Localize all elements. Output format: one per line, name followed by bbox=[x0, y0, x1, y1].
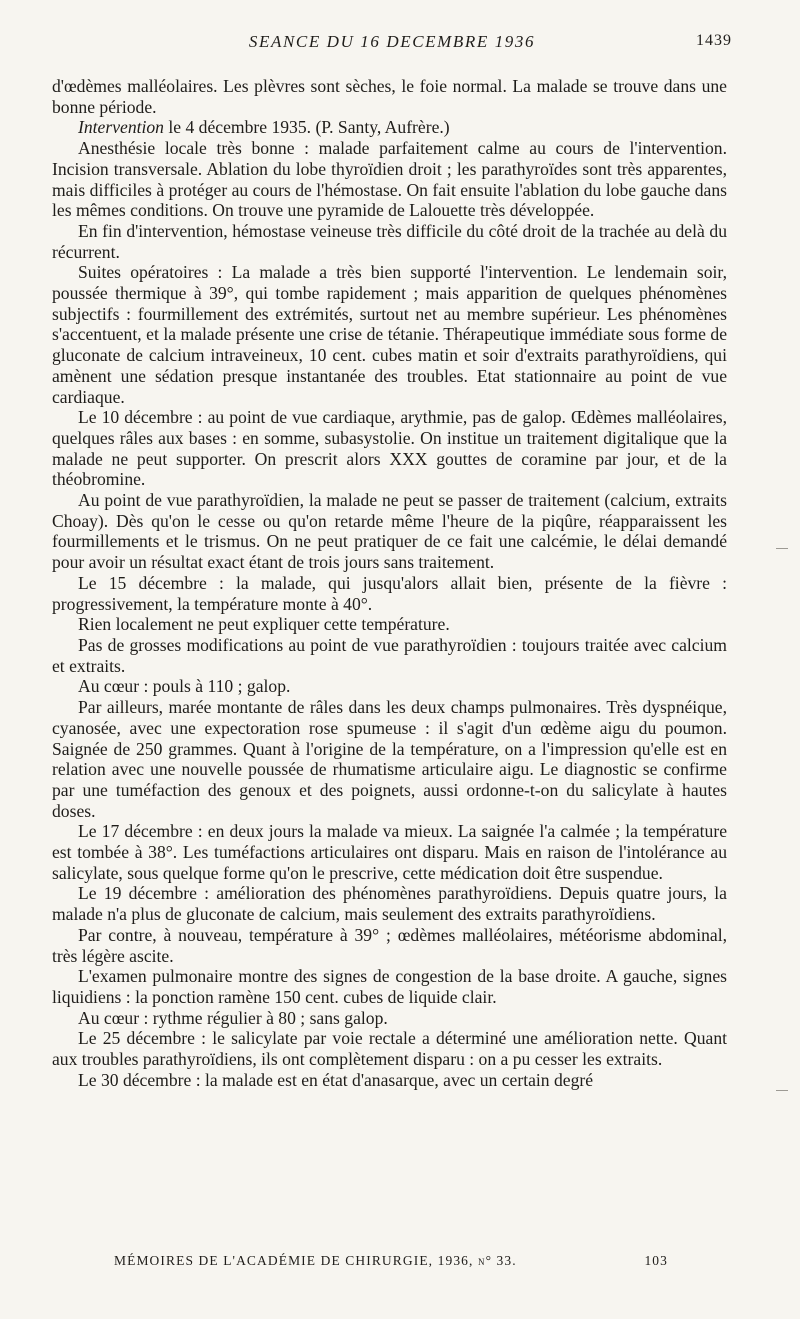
paragraph: Anesthésie locale très bonne : malade parfaitement calme au cours de l'intervention. Incision transversale. Ablation du lobe thyroïdien droit ; les parathyroïdes sont très apparentes, mais difficiles à protéger au cours de l'hémostase. On fait ensuite l'ablation du lobe gauche dans les mêmes conditions. On trouve une pyramide de Lalouette très développée. bbox=[52, 138, 727, 221]
paragraph: Rien localement ne peut expliquer cette température. bbox=[78, 614, 450, 635]
intervention-label: Intervention bbox=[78, 117, 164, 138]
journal-reference: MÉMOIRES DE L'ACADÉMIE DE CHIRURGIE, 1936, n° 33. bbox=[114, 1253, 517, 1268]
running-title: SEANCE DU 16 DECEMBRE 1936 bbox=[248, 32, 536, 51]
margin-tick bbox=[776, 548, 788, 549]
signature-number: 103 bbox=[644, 1253, 668, 1268]
paragraph: Le 19 décembre : amélioration des phénomènes parathyroïdiens. Depuis quatre jours, la malade n'a plus de gluconate de calcium, mais seulement des extraits parathyroïdiens. bbox=[52, 883, 727, 925]
paragraph: Le 30 décembre : la malade est en état d'anasarque, avec un certain degré bbox=[78, 1069, 594, 1090]
body-text bbox=[52, 76, 727, 1090]
margin-tick bbox=[776, 1090, 788, 1091]
page-number: 1439 bbox=[696, 32, 732, 49]
paragraph: Le 10 décembre : au point de vue cardiaque, arythmie, pas de galop. Œdèmes malléolaires, quelques râles aux bases : en somme, subasystolie. On institue un traitement digitalique que la malade ne peut supporter. On prescrit alors XXX gouttes de coramine par jour, et de la théobromine. bbox=[52, 407, 727, 490]
paragraph: Le 25 décembre : le salicylate par voie rectale a déterminé une amélioration nette. Quant aux troubles parathyroïdiens, ils ont complètement disparu : on a pu cesser les extraits. bbox=[52, 1028, 727, 1070]
paragraph: Suites opératoires : La malade a très bien supporté l'intervention. Le lendemain soir, poussée thermique à 39°, qui tombe rapidement ; mais apparition de quelques phénomènes subjectifs : fourmillement des extrémités, surtout net au membre supérieur. Les phénomènes s'accentuent, et la malade présente une crise de tétanie. Thérapeutique immédiate sous forme de gluconate de calcium intraveineux, 10 cent. cubes matin et soir d'extraits parathyroïdiens, qui amènent une sédation presque instantanée des troubles. Etat stationnaire au point de vue cardiaque. bbox=[52, 262, 727, 407]
paragraph: d'œdèmes malléolaires. Les plèvres sont sèches, le foie normal. La malade se trouve dans une bonne période. bbox=[52, 76, 727, 117]
page-footer bbox=[108, 1253, 668, 1273]
paragraph: En fin d'intervention, hémostase veineuse très difficile du côté droit de la trachée au delà du récurrent. bbox=[52, 220, 727, 262]
intervention-paragraph bbox=[52, 117, 727, 138]
running-head bbox=[52, 32, 732, 54]
paragraph: Pas de grosses modifications au point de vue parathyroïdien : toujours traitée avec calcium et extraits. bbox=[52, 634, 727, 676]
paragraph: Par ailleurs, marée montante de râles dans les deux champs pulmonaires. Très dyspnéique, cyanosée, avec une expectoration rose spumeuse : il s'agit d'un œdème aigu du poumon. Saignée de 250 grammes. Quant à l'origine de la température, on a l'impression qu'elle est en relation avec une nouvelle poussée de rhumatisme articulaire aigu. Le diagnostic se confirme par une tuméfaction des genoux et des poignets, aussi ordonne-t-on du salicylate à hautes doses. bbox=[52, 697, 727, 821]
paragraph: L'examen pulmonaire montre des signes de congestion de la base droite. A gauche, signes liquidiens : la ponction ramène 150 cent. cubes de liquide clair. bbox=[52, 966, 727, 1007]
intervention-text: le 4 décembre 1935. (P. Santy, Aufrère.) bbox=[168, 117, 450, 138]
paragraph: Le 15 décembre : la malade, qui jusqu'alors allait bien, présente de la fièvre : progressivement, la température monte à 40°. bbox=[52, 572, 727, 614]
paragraph: Au point de vue parathyroïdien, la malade ne peut se passer de traitement (calcium, extraits Choay). Dès qu'on le cesse ou qu'on retarde même l'heure de la piqûre, réapparaissent les fourmillements et le trismus. On ne peut pratiquer de ce fait une calcémie, le délai demandé pour avoir un résultat exact étant de trois jours sans traitement. bbox=[52, 490, 727, 573]
paragraph: Au cœur : rythme régulier à 80 ; sans galop. bbox=[78, 1007, 388, 1028]
paragraph: Au cœur : pouls à 110 ; galop. bbox=[78, 676, 291, 697]
paragraph: Le 17 décembre : en deux jours la malade va mieux. La saignée l'a calmée ; la température est tombée à 38°. Les tuméfactions articulaires ont disparu. Mais en raison de l'intolérance au salicylate, sous quelque forme qu'on le prescrive, cette médication doit être suspendue. bbox=[52, 821, 727, 883]
paragraph: Par contre, à nouveau, température à 39° ; œdèmes malléolaires, météorisme abdominal, très légère ascite. bbox=[52, 924, 727, 966]
